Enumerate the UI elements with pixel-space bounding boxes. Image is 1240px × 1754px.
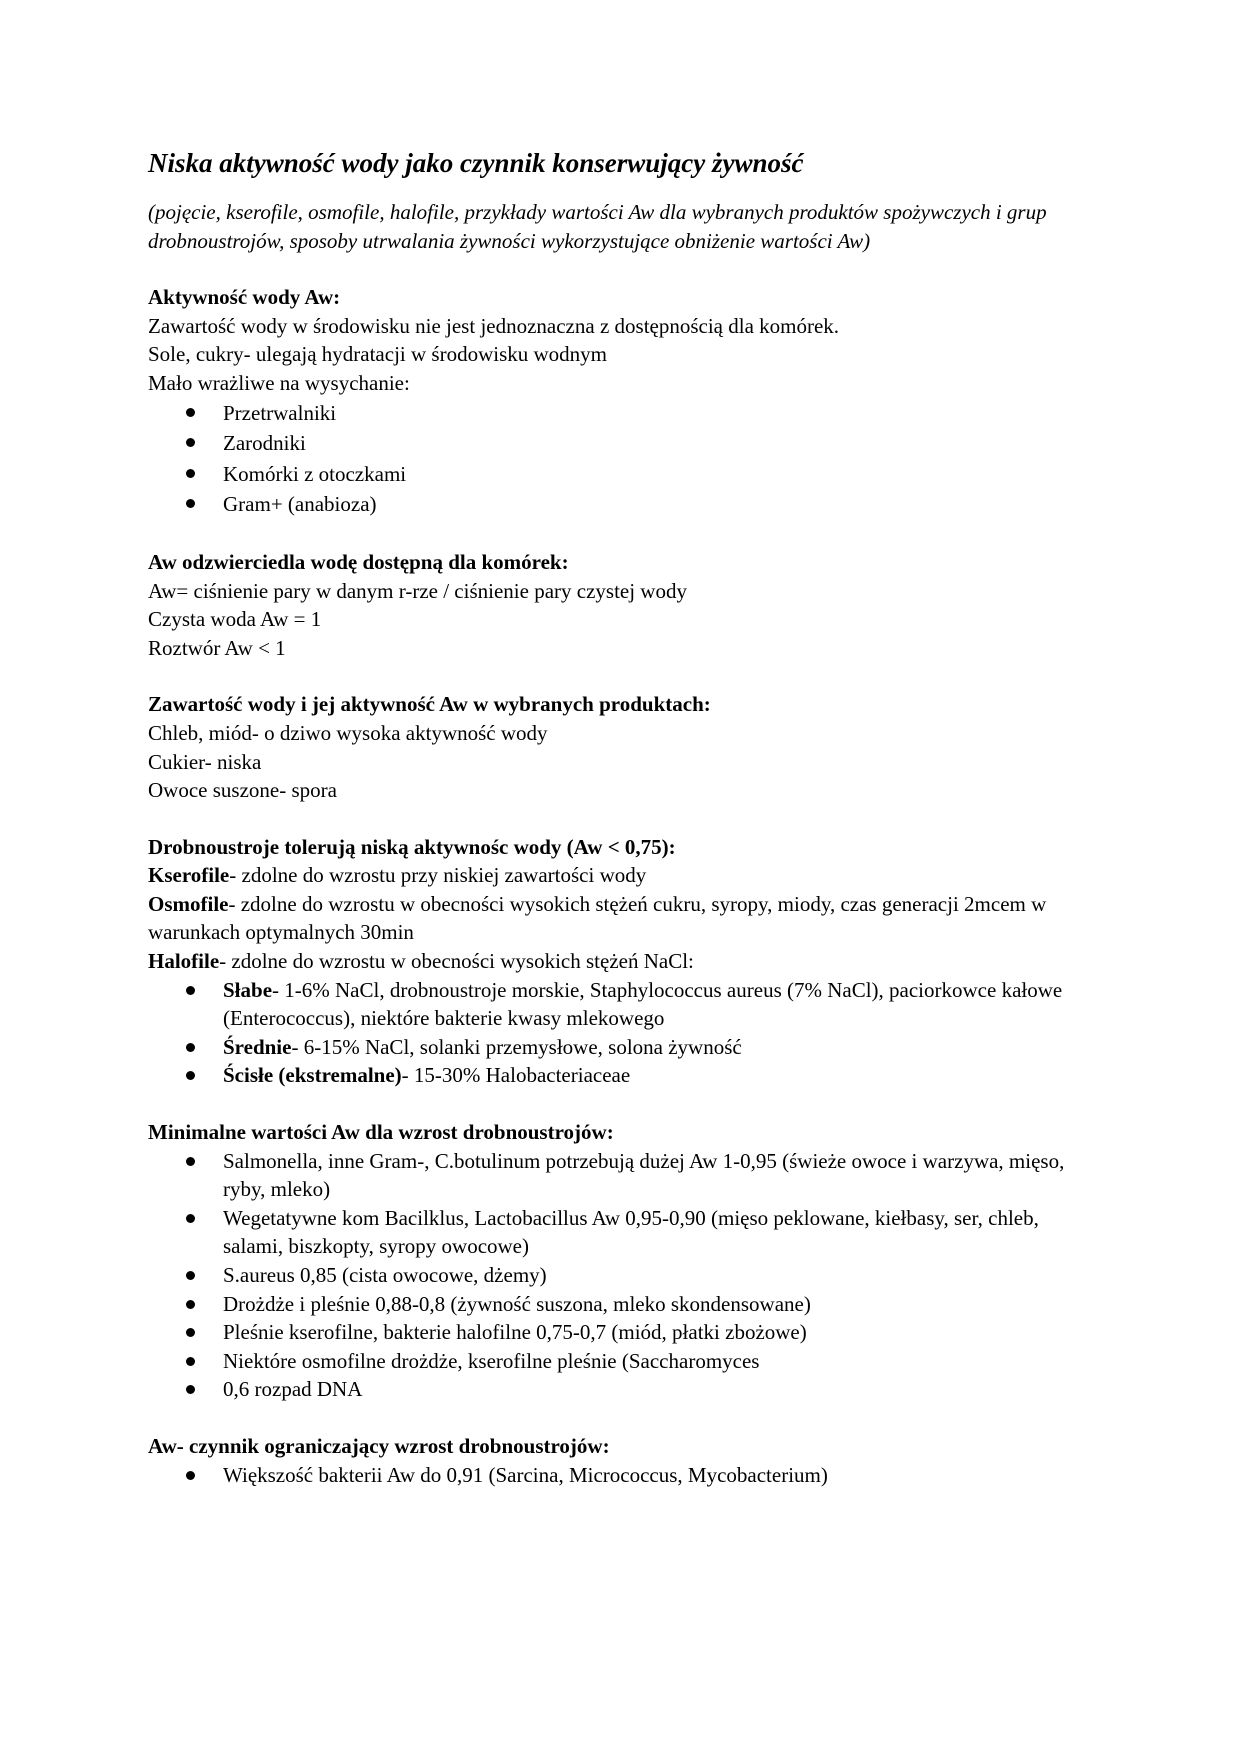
list-item: S.aureus 0,85 (cista owocowe, dżemy) xyxy=(148,1261,1088,1290)
list-item: Gram+ (anabioza) xyxy=(148,489,1088,520)
text-line: Zawartość wody w środowisku nie jest jednoznaczna z dostępnością dla komórek. xyxy=(148,313,840,338)
definition-halofile: Halofile- zdolne do wzrostu w obecności wysokich stężeń NaCl: xyxy=(148,949,694,974)
list-item: Wegetatywne kom Bacilklus, Lactobacillus Aw 0,95-0,90 (mięso peklowane, kiełbasy, ser, chleb, salami, biszkopty, syropy owocowe) xyxy=(148,1204,1088,1261)
document-title: Niska aktywność wody jako czynnik konserwujący żywność xyxy=(148,148,804,178)
section-heading: Aw odzwierciedla wodę dostępną dla komórek: xyxy=(148,549,569,574)
text-line: Owoce suszone- spora xyxy=(148,778,337,803)
bullet-list xyxy=(148,398,1088,520)
list-item: Większość bakterii Aw do 0,91 (Sarcina, Micrococcus, Mycobacterium) xyxy=(148,1461,1088,1490)
section-produkty xyxy=(148,690,1088,804)
text-line: Czysta woda Aw = 1 xyxy=(148,607,322,632)
bullet-icon xyxy=(186,438,195,447)
list-item: Pleśnie kserofilne, bakterie halofilne 0,75-0,7 (miód, płatki zbożowe) xyxy=(148,1318,1088,1347)
section-heading: Drobnoustroje tolerują niską aktywnośc wody (Aw < 0,75): xyxy=(148,834,676,859)
bullet-icon xyxy=(186,1471,195,1480)
document-subtitle: (pojęcie, kserofile, osmofile, halofile, przykłady wartości Aw dla wybranych produktów spożywczych i grup drobnoustrojów, sposoby utrwalania żywności wykorzystujące obniżenie wartości Aw) xyxy=(148,200,1047,253)
bullet-icon xyxy=(186,499,195,508)
bullet-list xyxy=(148,1461,1088,1490)
bullet-icon xyxy=(186,1271,195,1280)
list-item: Niektóre osmofilne drożdże, kserofilne pleśnie (Saccharomyces xyxy=(148,1347,1088,1376)
section-heading: Aw- czynnik ograniczający wzrost drobnoustrojów: xyxy=(148,1433,610,1458)
text-line: Roztwór Aw < 1 xyxy=(148,635,286,660)
text-line: Sole, cukry- ulegają hydratacji w środowisku wodnym xyxy=(148,342,607,367)
bullet-icon xyxy=(186,1385,195,1394)
list-item: Komórki z otoczkami xyxy=(148,459,1088,490)
list-item: 0,6 rozpad DNA xyxy=(148,1375,1088,1404)
list-item: Średnie- 6-15% NaCl, solanki przemysłowe, solona żywność xyxy=(148,1033,1088,1062)
text-line: Aw= ciśnienie pary w danym r-rze / ciśnienie pary czystej wody xyxy=(148,578,687,603)
definition-kserofile: Kserofile- zdolne do wzrostu przy niskiej zawartości wody xyxy=(148,863,647,888)
bullet-icon xyxy=(186,1328,195,1337)
bullet-icon xyxy=(186,408,195,417)
bullet-icon xyxy=(186,1357,195,1366)
bullet-icon xyxy=(186,1300,195,1309)
text-line: Mało wrażliwe na wysychanie: xyxy=(148,370,410,395)
list-item: Zarodniki xyxy=(148,428,1088,459)
text-line: Chleb, miód- o dziwo wysoka aktywność wody xyxy=(148,720,548,745)
document-page xyxy=(148,145,1088,1489)
list-item: Ścisłe (ekstremalne)- 15-30% Halobacteriaceae xyxy=(148,1061,1088,1090)
section-minimalne-aw xyxy=(148,1118,1088,1404)
list-item: Drożdże i pleśnie 0,88-0,8 (żywność suszona, mleko skondensowane) xyxy=(148,1290,1088,1319)
section-heading: Zawartość wody i jej aktywność Aw w wybranych produktach: xyxy=(148,692,711,717)
definition-osmofile: Osmofile- zdolne do wzrostu w obecności wysokich stężeń cukru, syropy, miody, czas generacji 2mcem w warunkach optymalnych 30min xyxy=(148,891,1047,945)
bullet-icon xyxy=(186,986,195,995)
section-czynnik-ograniczajacy xyxy=(148,1432,1088,1489)
list-item: Słabe- 1-6% NaCl, drobnoustroje morskie, Staphylococcus aureus (7% NaCl), paciorkowce kałowe (Enterococcus), niektóre bakterie kwasy mlekowego xyxy=(148,976,1088,1033)
bullet-icon xyxy=(186,1157,195,1166)
text-line: Cukier- niska xyxy=(148,749,262,774)
section-heading: Aktywność wody Aw: xyxy=(148,285,341,310)
section-heading: Minimalne wartości Aw dla wzrost drobnoustrojów: xyxy=(148,1120,614,1145)
bullet-icon xyxy=(186,1043,195,1052)
section-aktywnosc-wody xyxy=(148,283,1088,520)
list-item: Salmonella, inne Gram-, C.botulinum potrzebują dużej Aw 1-0,95 (świeże owoce i warzywa, mięso, ryby, mleko) xyxy=(148,1147,1088,1204)
section-aw-definicja xyxy=(148,548,1088,662)
list-item: Przetrwalniki xyxy=(148,398,1088,429)
bullet-icon xyxy=(186,1071,195,1080)
bullet-icon xyxy=(186,1214,195,1223)
bullet-list xyxy=(148,976,1088,1090)
bullet-icon xyxy=(186,469,195,478)
section-drobnoustroje-tolerancja xyxy=(148,833,1088,1090)
bullet-list xyxy=(148,1147,1088,1404)
